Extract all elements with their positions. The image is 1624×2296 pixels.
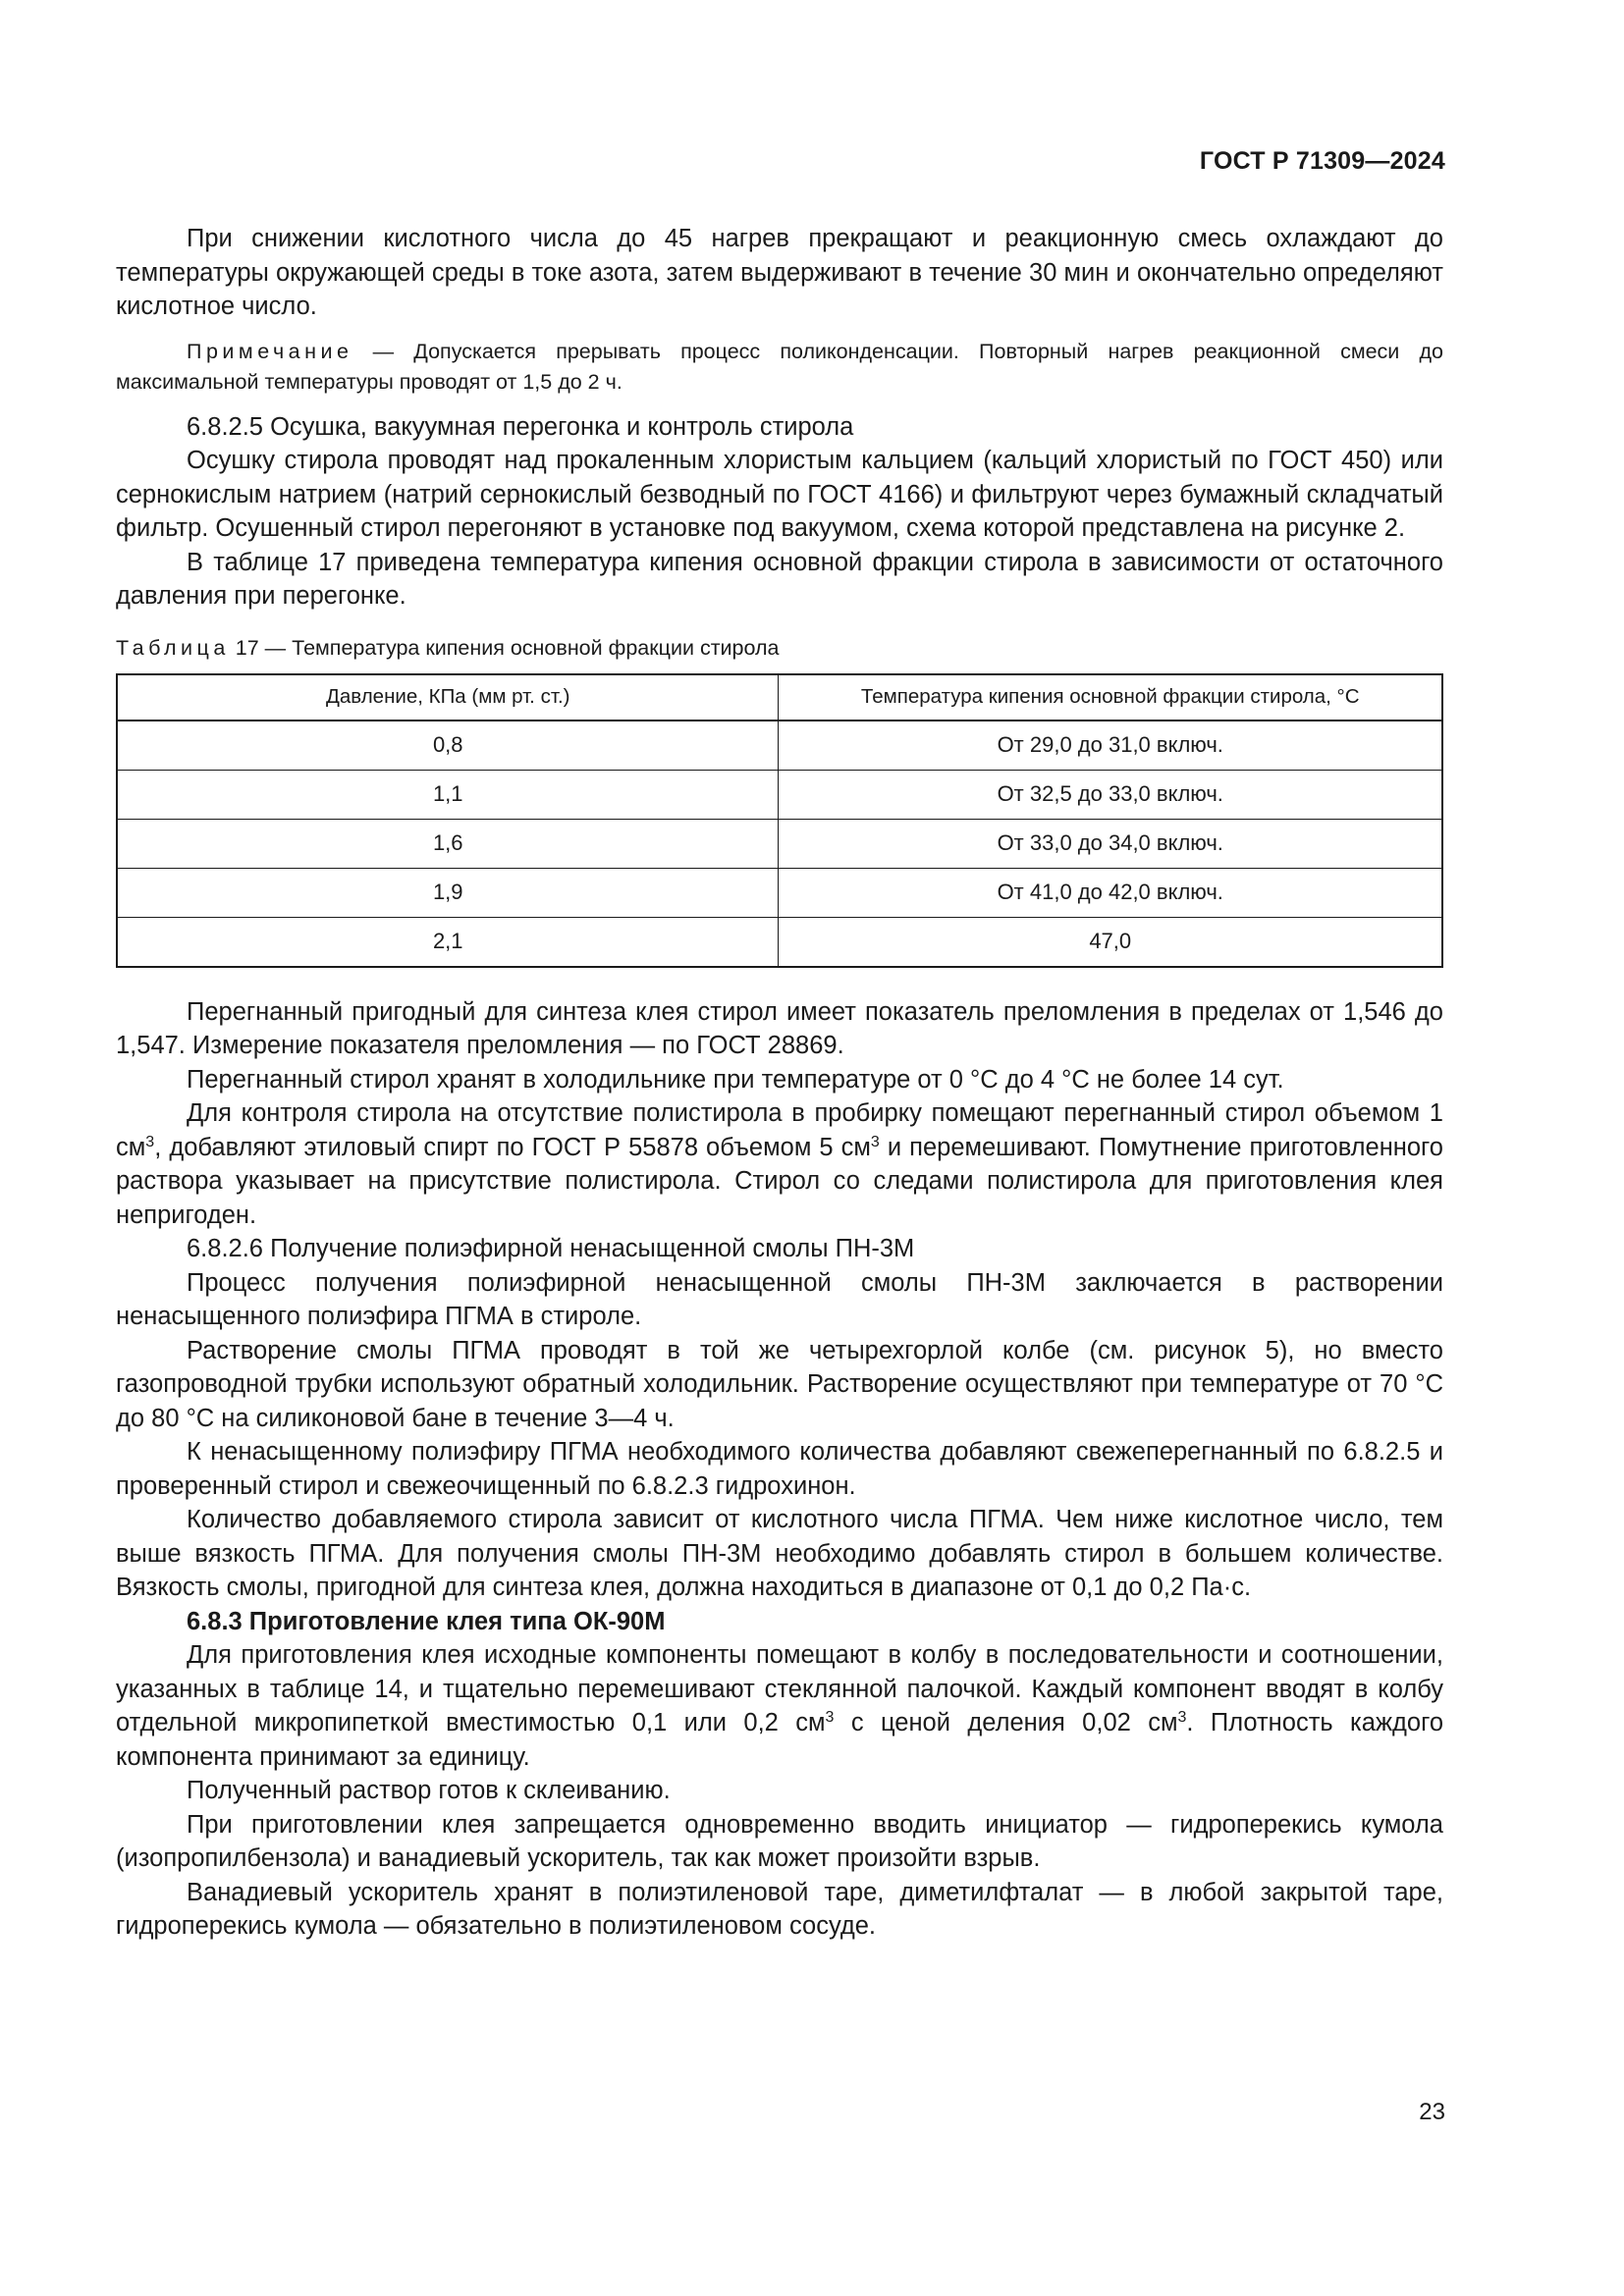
cell-pressure: 1,6 <box>117 819 779 868</box>
superscript: 3 <box>145 1133 155 1150</box>
table-row <box>117 868 1442 917</box>
text-run: и перемешивают. Помутнение приготовленного раствора указывает на присутствие полистирола. Стирол со следами полистирола для приготовления клея непригоден. <box>116 1133 1443 1229</box>
text-run: . Плотность каждого компонента принимают за единицу. <box>116 1709 1443 1771</box>
document-code: ГОСТ Р 71309—2024 <box>1199 147 1445 175</box>
note-paragraph <box>116 337 1443 399</box>
text-run: , добавляют этиловый спирт по ГОСТ Р 55878 объемом 5 см <box>154 1133 871 1161</box>
cell-pressure: 1,1 <box>117 770 779 819</box>
paragraph-polystyrene-control <box>116 1096 1443 1232</box>
paragraph-refractive-index: Перегнанный пригодный для синтеза клея стирол имеет показатель преломления в пределах от 1,546 до 1,547. Измерение показателя преломления — по ГОСТ 28869. <box>116 997 1443 1059</box>
paragraph-table-reference: В таблице 17 приведена температура кипения основной фракции стирола в зависимости от остаточного давления при перегонке. <box>116 548 1443 610</box>
table-row <box>117 721 1442 771</box>
cell-pressure: 2,1 <box>117 917 779 967</box>
paragraph-acid-number: При снижении кислотного числа до 45 нагрев прекращают и реакционную смесь охлаждают до температуры окружающей среды в токе азота, затем выдерживают в течение 30 мин и окончательно определяют кислотное число. <box>116 225 1443 320</box>
cell-pressure: 1,9 <box>117 868 779 917</box>
superscript: 3 <box>1177 1709 1187 1726</box>
paragraph-storage: Перегнанный стирол хранят в холодильнике при температуре от 0 °С до 4 °С не более 14 сут. <box>187 1065 1284 1094</box>
text-run: Для приготовления клея исходные компоненты помещают в колбу в последовательности и соотношении, указанных в таблице 14, и тщательно перемешивают стеклянной палочкой. Каждый компонент вводят в колбу отдельной микропипеткой вместимостью 0,1 или 0,2 см <box>116 1641 1443 1736</box>
cell-temperature: От 29,0 до 31,0 включ. <box>779 721 1442 771</box>
paragraph-resin-dissolution: Растворение смолы ПГМА проводят в той же четырехгорлой колбе (см. рисунок 5), но вместо газопроводной трубки используют обратный холодильник. Растворение осуществляют при температуре от 70 °С до 80 °С на силиконовой бане в течение 3—4 ч. <box>116 1336 1443 1432</box>
paragraph-glue-preparation <box>116 1638 1443 1774</box>
cell-temperature: От 32,5 до 33,0 включ. <box>779 770 1442 819</box>
section-heading-6-8-2-6: 6.8.2.6 Получение полиэфирной ненасыщенной смолы ПН-3М <box>187 1235 915 1262</box>
table-caption-text: 17 — Температура кипения основной фракции стирола <box>229 635 780 660</box>
cell-temperature: 47,0 <box>779 917 1442 967</box>
page-number: 23 <box>1419 2099 1445 2125</box>
table-row <box>117 819 1442 868</box>
page-body <box>116 222 1443 1944</box>
boiling-point-table <box>116 673 1443 968</box>
note-label: Примечание <box>187 339 353 363</box>
header-pressure: Давление, КПа (мм рт. ст.) <box>117 674 779 721</box>
paragraph-styrene-addition: К ненасыщенному полиэфиру ПГМА необходимого количества добавляют свежеперегнанный по 6.8.2.5 и проверенный стирол и свежеочищенный по 6.8.2.3 гидрохинон. <box>116 1438 1443 1500</box>
cell-pressure: 0,8 <box>117 721 779 771</box>
paragraph-resin-process: Процесс получения полиэфирной ненасыщенной смолы ПН-3М заключается в растворении ненасыщенного полиэфира ПГМА в стироле. <box>116 1268 1443 1330</box>
section-heading-6-8-3: 6.8.3 Приготовление клея типа ОК-90М <box>187 1607 666 1635</box>
cell-temperature: От 33,0 до 34,0 включ. <box>779 819 1442 868</box>
table-caption <box>116 633 1443 663</box>
table-header-row <box>117 674 1442 721</box>
text-run: с ценой деления 0,02 см <box>834 1709 1178 1736</box>
paragraph-solution-ready: Полученный раствор готов к склеиванию. <box>187 1777 671 1804</box>
section-heading-6-8-2-5: 6.8.2.5 Осушка, вакуумная перегонка и контроль стирола <box>187 412 854 441</box>
paragraph-storage-containers: Ванадиевый ускоритель хранят в полиэтиленовой таре, диметилфталат — в любой закрытой таре, гидроперекись кумола — обязательно в полиэтиленовом сосуде. <box>116 1878 1443 1940</box>
post-table-text <box>116 995 1443 1944</box>
table-row <box>117 917 1442 967</box>
text-run: Для контроля стирола на отсутствие полистирола в пробирку помещают перегнанный стирол объемом 1 см <box>116 1099 1443 1161</box>
header-boiling-temperature: Температура кипения основной фракции стирола, °С <box>779 674 1442 721</box>
table-row <box>117 770 1442 819</box>
superscript: 3 <box>825 1709 835 1726</box>
paragraph-safety-warning: При приготовлении клея запрещается одновременно вводить инициатор — гидроперекись кумола (изопропилбензола) и ванадиевый ускоритель, так как может произойти взрыв. <box>116 1810 1443 1872</box>
paragraph-styrene-drying: Осушку стирола проводят над прокаленным хлористым кальцием (кальций хлористый по ГОСТ 450) или сернокислым натрием (натрий сернокислый безводный по ГОСТ 4166) и фильтруют через бумажный складчатый фильтр. Осушенный стирол перегоняют в установке под вакуумом, схема которой представлена на рисунке 2. <box>116 447 1443 542</box>
table-caption-label: Таблица <box>116 635 230 660</box>
note-text: — Допускается прерывать процесс поликонденсации. Повторный нагрев реакционной смеси до максимальной температуры проводят от 1,5 до 2 ч. <box>116 339 1443 394</box>
cell-temperature: От 41,0 до 42,0 включ. <box>779 868 1442 917</box>
paragraph-viscosity: Количество добавляемого стирола зависит от кислотного числа ПГМА. Чем ниже кислотное число, тем выше вязкость ПГМА. Для получения смолы ПН-3М необходимо добавлять стирол в большем количестве. Вязкость смолы, пригодной для синтеза клея, должна находиться в диапазоне от 0,1 до 0,2 Па·с. <box>116 1506 1443 1601</box>
superscript: 3 <box>870 1133 880 1150</box>
